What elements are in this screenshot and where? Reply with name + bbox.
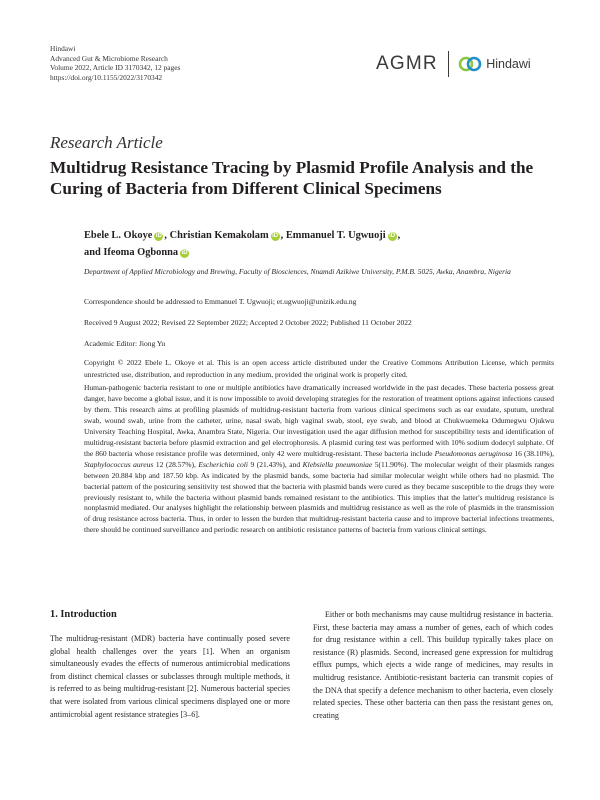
affiliation: Department of Applied Microbiology and Brewing, Faculty of Biosciences, Nnamdi Azikiwe University, P.M.B. 5025, Awka, Anambra, Nigeria [84, 267, 511, 276]
volume-info: Volume 2022, Article ID 3170342, 12 pages [50, 63, 181, 73]
body-paragraph-right: Either or both mechanisms may cause multidrug resistance in bacteria. First, these bacteria may amass a number of genes, each of which codes for drug resistance within a cell. This buildup typically takes place on resistance (R) plasmids. Second, increased gene expression for multidrug efflux pumps, which ejects a wide range of medicines, may results in multidrug resistance. Antibiotic-resistant bacteria can transmit copies of the DNA that specify a defence mechanism to other bacteria, even closely related species. These other bacteria can then pass the resistant genes on, creating [313, 610, 553, 720]
publisher-name: Hindawi [50, 44, 76, 53]
article-title: Multidrug Resistance Tracing by Plasmid Profile Analysis and the Curing of Bacteria from Different Clinical Specimens [50, 158, 534, 198]
correspondence: Correspondence should be addressed to Emmanuel T. Ugwuoji; et.ugwuoji@unizik.edu.ng [84, 297, 357, 306]
journal-name: Advanced Gut & Microbiome Research [50, 53, 168, 63]
academic-editor: Academic Editor: Jiong Yu [84, 339, 166, 348]
species-name: Staphylococcus aureus [84, 459, 154, 469]
abstract-text: 9 (21.43%), and [247, 459, 303, 469]
abstract-text: 5(11.90%). The molecular weight of their plasmids ranges between 20.884 kbp and 187.50 kbp. As indicated by the plasmid bands, some bacteria had similar molecular weight while others had no plasmid. The bacterial pattern of the postcuring sensitivity test showed that the bacteria with plasmid bands were cured as they became susceptible to the drugs they were previously resistant to, while the bacteria without plasmid bands remained resistant to the antibiotics. This implies that the latter's multidrug resistance is nonplasmid mediated. Our analyses highlight the relationship between plasmids and multidrug resistance as well as the role of plasmids in the transmission of drug resistance across bacteria. Thus, in order to lessen the burden that multidrug-resistant bacteria cause and to improve bacterial infections treatments, there should be continued surveillance and periodic research on antibiotic resistance patterns of bacteria from various clinical settings. [84, 459, 554, 535]
species-name: Klebsiella pneumoniae [302, 459, 373, 469]
hindawi-logo-text: Hindawi [486, 57, 531, 71]
journal-metadata [50, 44, 180, 82]
author-list: Ebele L. Okoye iD , Christian Kemakolam iD , Emmanuel T. Ugwuoji iD , and Ifeoma Ogbonna iD [84, 230, 401, 258]
abstract [84, 383, 554, 536]
journal-logo-group [376, 50, 531, 78]
author-name: Emmanuel T. Ugwuoji [285, 230, 386, 241]
section-heading: 1. Introduction [50, 609, 117, 620]
agmr-logo: AGMR [376, 53, 438, 74]
body-paragraph-left: The multidrug-resistant (MDR) bacteria have continually posed severe global health challenges over the years [1]. When an organism simultaneously evades the effects of numerous antimicrobial medications from distinct chemical classes or subclasses through multiple methods, it is referred to as being multidrug-resistant [2]. Numerous bacterial species that were isolated from various clinical specimens displayed one or more antimicrobial agent resistance strategies [3–6]. [50, 634, 290, 719]
orcid-icon[interactable]: iD [272, 233, 279, 239]
orcid-icon[interactable]: iD [389, 233, 396, 239]
abstract-text: 16 (38.10%), [512, 448, 554, 458]
doi-link[interactable]: https://doi.org/10.1155/2022/3170342 [50, 72, 163, 82]
copyright-notice: Copyright © 2022 Ebele L. Okoye et al. This is an open access article distributed under the Creative Commons Attribution License, which permits unrestricted use, distribution, and reproduction in any medium, provided the original work is properly cited. [84, 358, 554, 379]
species-name: Pseudomonas aeruginosa [434, 448, 513, 458]
orcid-icon[interactable]: iD [181, 250, 188, 256]
abstract-text: Human-pathogenic bacteria resistant to one or multiple antibiotics have dramatically increased worldwide in the past decades. These bacteria possess great danger, have become a global issue, and it is now impossible to avoid developing strategies for the restoration of treatment options against infections caused by them. This research aims at profiling plasmids of multidrug-resistant bacteria from various clinical specimens such as ear exudate, sputum, urethral swab, wound swab, urine from the catheter, urine, nasal swab, high vaginal swab, stool, eye swab, and blood at Chukwuemeka Odumegwu Ojukwu University Teaching Hospital, Awka, Anambra State, Nigeria. Our investigation used the agar diffusion method for susceptibility tests and identification of multidrug-resistant bacteria before plasmid extraction and gel electrophoresis. A plasmid curing test was performed with 10% sodium dodecyl sulphate. Of the 860 bacteria whose resistance profile was determined, only 42 were multidrug-resistant. These bacteria include [84, 383, 554, 458]
author-name: Ebele L. Okoye [84, 230, 153, 241]
article-type: Research Article [50, 133, 163, 152]
species-name: Escherichia coli [198, 459, 248, 469]
abstract-text: 12 (28.57%), [153, 459, 199, 469]
author-name: and Ifeoma Ogbonna [84, 247, 179, 258]
author-name: Christian Kemakolam [169, 230, 269, 241]
publication-dates: Received 9 August 2022; Revised 22 September 2022; Accepted 2 October 2022; Published 11 October 2022 [84, 318, 412, 327]
hindawi-logo-icon [458, 56, 482, 72]
logo-divider [448, 51, 449, 77]
orcid-icon[interactable]: iD [155, 233, 162, 239]
